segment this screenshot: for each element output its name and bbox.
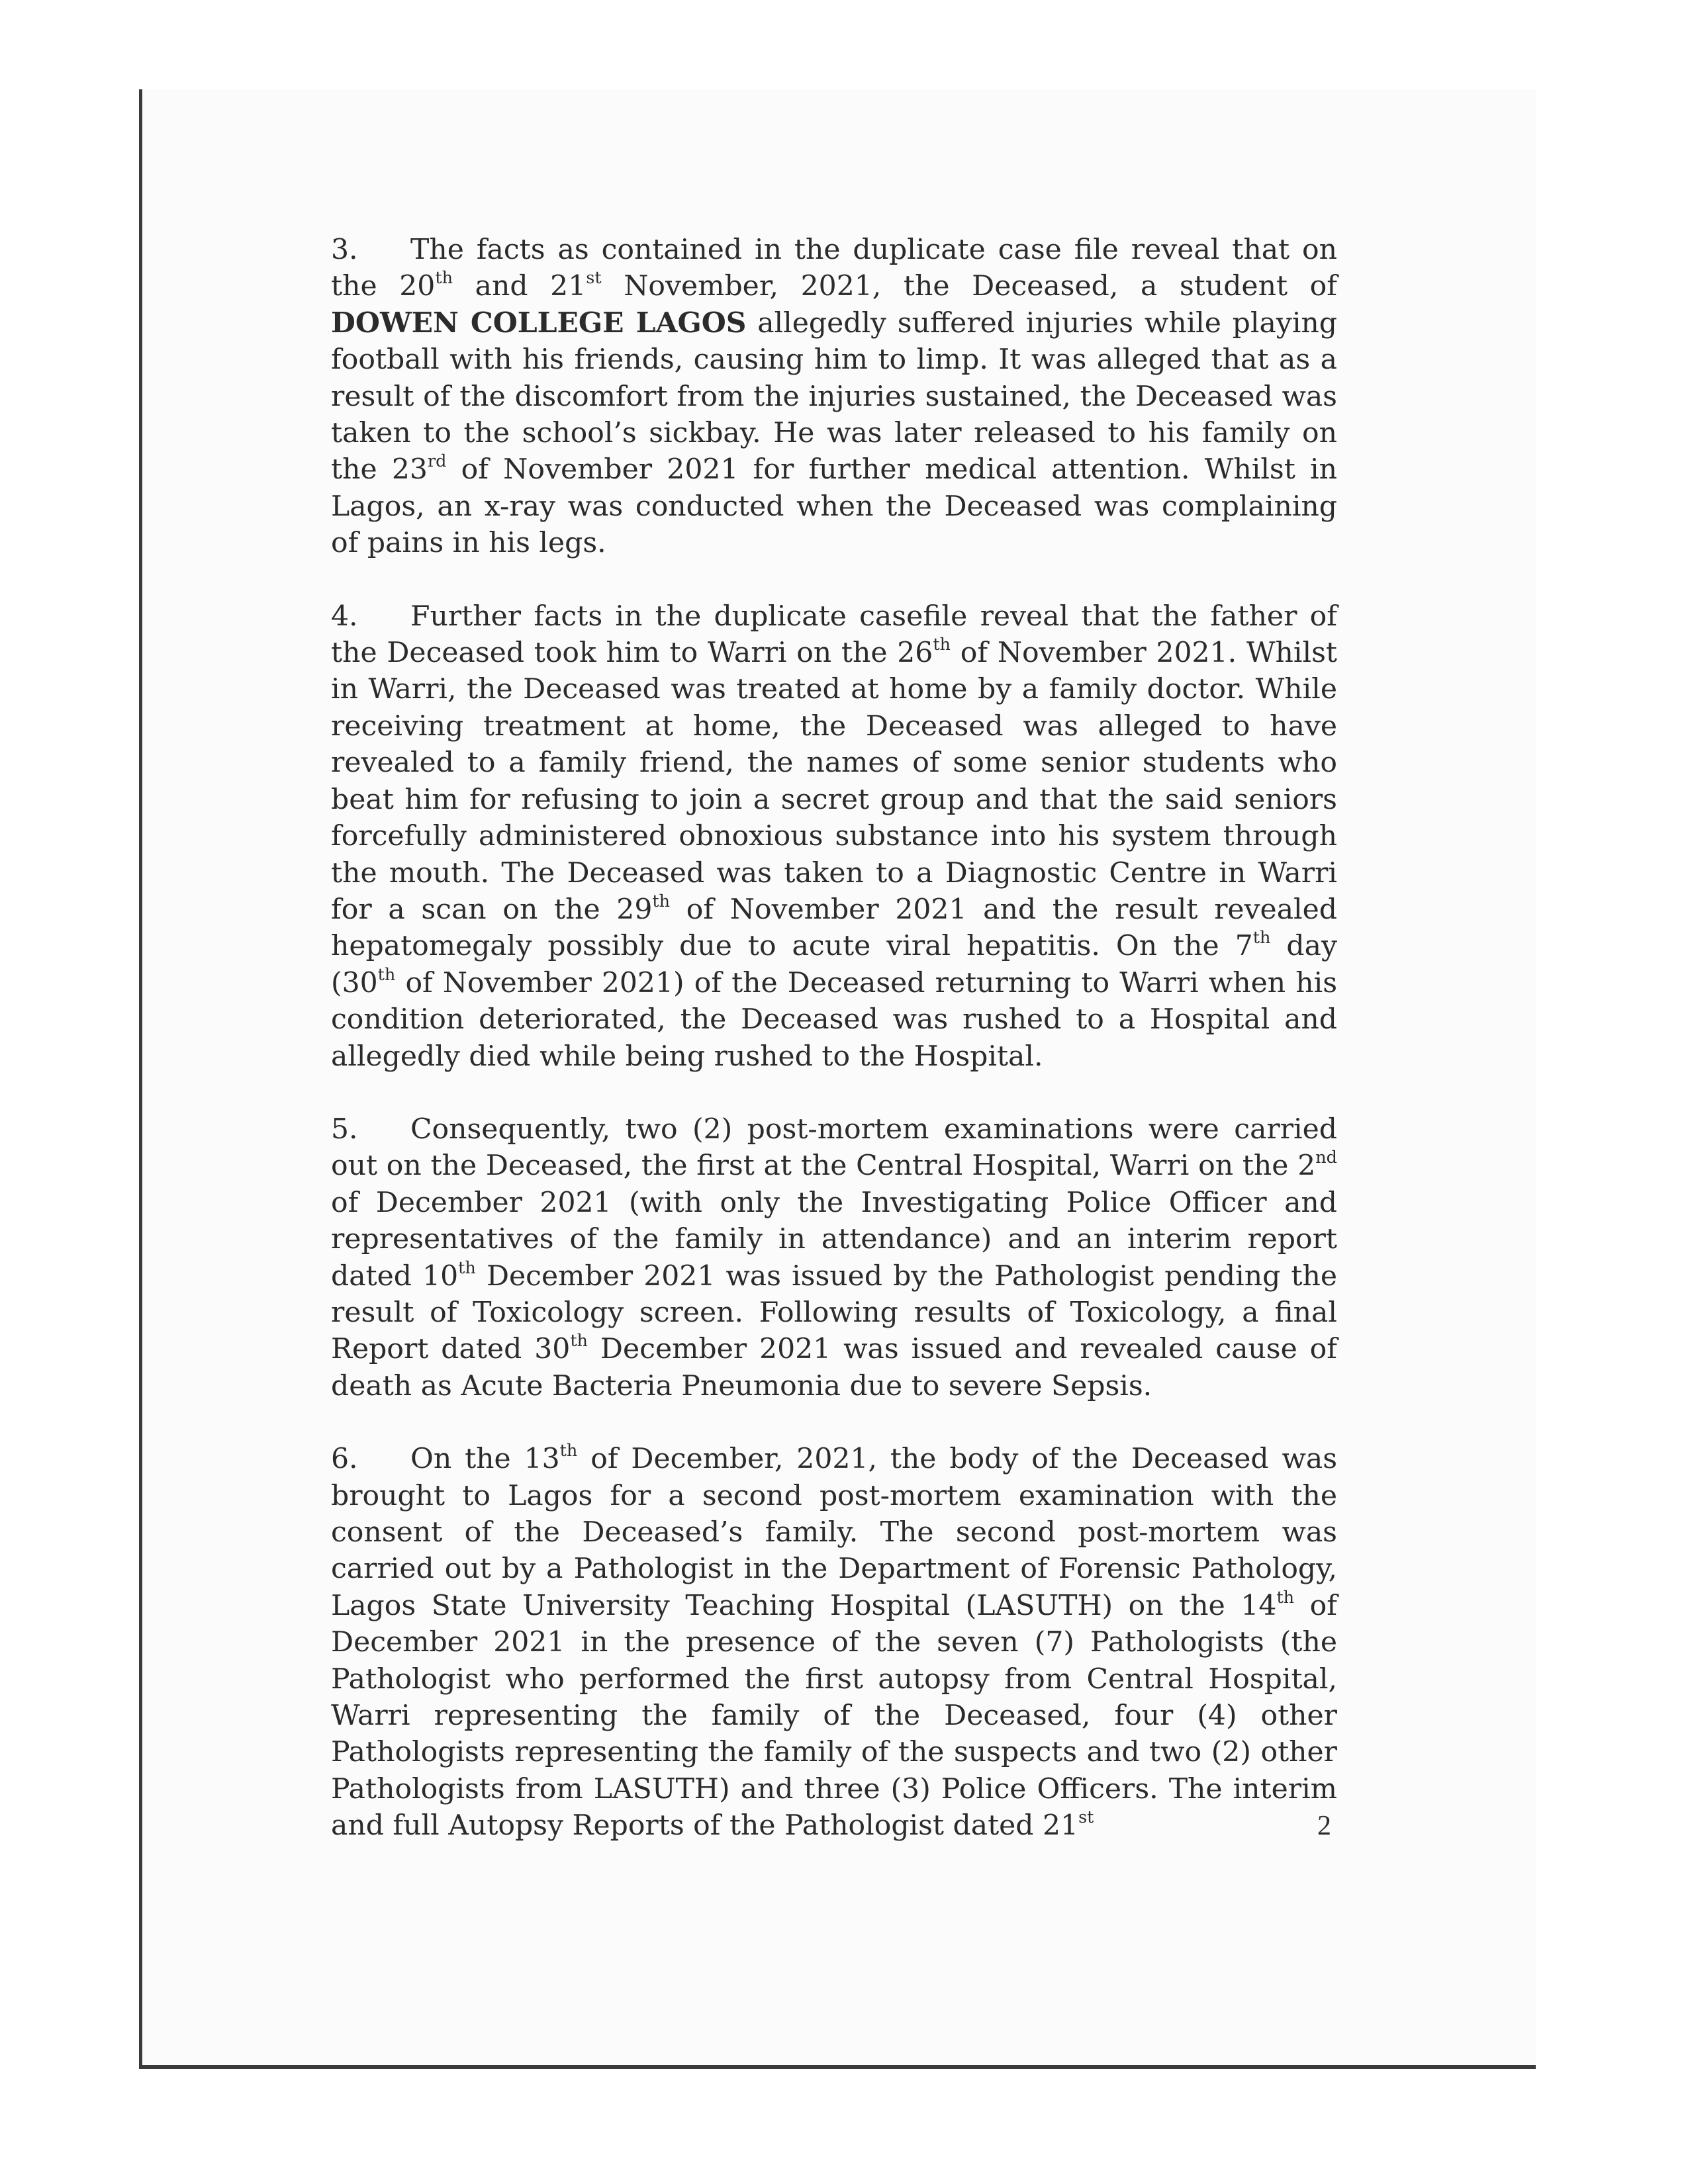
paragraph-text: allegedly suffered injuries while playing football with his friends, causing him to limp. It was alleged that as a result of the discomfort from the injuries sustained, the Deceased was taken to the school’s sickbay. He was later released to his family on the 23 xyxy=(331,306,1337,486)
paragraph-text: of November 2021. Whilst in Warri, the Deceased was treated at home by a family doctor. While receiving treatment at home, the Deceased was alleged to have revealed to a family friend, the names of some senior students who beat him for refusing to join a secret group and that the said seniors forcefully administered obnoxious substance into his system through the mouth. The Deceased was taken to a Diagnostic Centre in Warri for a scan on the 29 xyxy=(331,637,1337,926)
paragraph-number: 3. xyxy=(331,234,358,266)
ordinal-suffix: nd xyxy=(1315,1148,1337,1168)
scan-edge-left xyxy=(139,89,142,2068)
ordinal-suffix: th xyxy=(1252,928,1271,948)
paragraph-text: day (30 xyxy=(331,930,1337,999)
paragraph-text: and 21 xyxy=(453,270,586,303)
paragraph-4 xyxy=(331,598,1337,1075)
paragraph-text: of November 2021 for further medical attention. Whilst in Lagos, an x-ray was conducted when the Deceased was complaining of pains in his legs. xyxy=(331,453,1337,560)
ordinal-suffix: th xyxy=(559,1441,578,1461)
document-body xyxy=(331,232,1337,1881)
ordinal-suffix: rd xyxy=(427,451,447,472)
paragraph-text: Consequently, two (2) post-mortem examinations were carried out on the Deceased, the first at the Central Hospital, Warri on the 2 xyxy=(331,1113,1337,1183)
paragraph-text: Further facts in the duplicate casefile reveal that the father of the Deceased took him to Warri on the 26 xyxy=(331,600,1337,670)
ordinal-suffix: th xyxy=(933,635,951,655)
paragraph-text: On the 13 xyxy=(410,1443,560,1476)
ordinal-suffix: st xyxy=(1078,1807,1094,1828)
ordinal-suffix: th xyxy=(377,964,396,985)
paragraph-text: The facts as contained in the duplicate case file reveal that on the 20 xyxy=(331,234,1337,303)
paragraph-3 xyxy=(331,232,1337,562)
ordinal-suffix: th xyxy=(570,1331,588,1351)
paragraph-number: 4. xyxy=(331,600,358,633)
paragraph-text: of December 2021 (with only the Investigating Police Officer and representatives of the family in attendance) and an interim report dated 10 xyxy=(331,1186,1337,1293)
paragraph-number: 5. xyxy=(331,1113,358,1146)
paragraph-text: November, 2021, the Deceased, a student of xyxy=(601,270,1337,303)
ordinal-suffix: th xyxy=(435,268,453,289)
paragraph-5 xyxy=(331,1111,1337,1404)
paragraph-text: of December 2021 in the presence of the seven (7) Pathologists (the Pathologist who performed the first autopsy from Central Hospital, Warri representing the family of the Deceased, four (4) other Pathologists representing the family of the suspects and two (2) other Pathologists from LASUTH) and three (3) Police Officers. The interim and full Autopsy Reports of the Pathologist dated 21 xyxy=(331,1589,1337,1843)
paragraph-text: of December, 2021, the body of the Deceased was brought to Lagos for a second post-mortem examination with the consent of the Deceased’s family. The second post-mortem was carried out by a Pathologist in the Department of Forensic Pathology, Lagos State University Teaching Hospital (LASUTH) on the 14 xyxy=(331,1443,1338,1622)
paragraph-6 xyxy=(331,1441,1337,1844)
paragraph-text: December 2021 was issued by the Pathologist pending the result of Toxicology screen. Following results of Toxicology, a final Report dated 30 xyxy=(331,1259,1337,1366)
ordinal-suffix: th xyxy=(652,891,671,912)
ordinal-suffix: st xyxy=(586,268,602,289)
paragraph-text: of November 2021) of the Deceased returning to Warri when his condition deteriorated, the Deceased was rushed to a Hospital and allegedly died while being rushed to the Hospital. xyxy=(331,966,1337,1073)
paragraph-text: December 2021 was issued and revealed cause of death as Acute Bacteria Pneumonia due to severe Sepsis. xyxy=(331,1333,1338,1402)
ordinal-suffix: th xyxy=(458,1257,476,1278)
paragraph-text: of November 2021 and the result revealed hepatomegaly possibly due to acute viral hepatitis. On the 7 xyxy=(331,893,1337,963)
page-number: 2 xyxy=(1317,1811,1331,1841)
paragraph-number: 6. xyxy=(331,1443,358,1476)
ordinal-suffix: th xyxy=(1276,1587,1295,1608)
scan-edge-bottom xyxy=(139,2065,1536,2069)
school-name: DOWEN COLLEGE LAGOS xyxy=(331,306,747,340)
